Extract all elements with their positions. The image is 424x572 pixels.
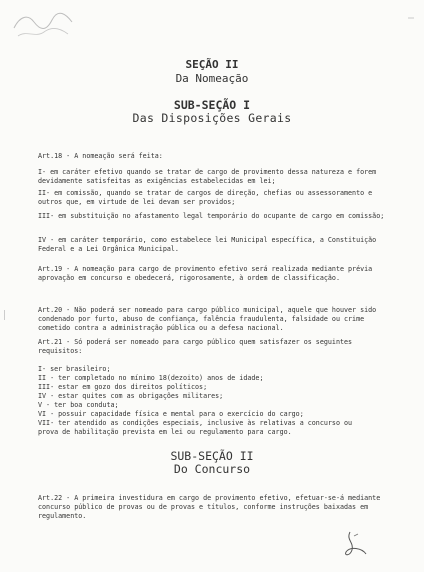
art21-item: V - ter boa conduta; <box>38 401 119 409</box>
handwritten-signature <box>340 528 374 562</box>
art18-item-ii: II- em comissão, quando se tratar de cargos de direção, chefias ou assessoramento e outros que, em virtude de lei devam ser providos; <box>38 189 377 206</box>
art20-paragraph: Art.20 - Não poderá ser nomeado para cargo público municipal, aquele que houver sido condenado por furto, abuso de confiança, falência fraudulenta, falsidade ou crime cometido contra a administração pública ou a defesa nacional. <box>38 306 381 332</box>
art22-paragraph: Art.22 - A primeira investidura em cargo de provimento efetivo, efetuar-se-á mediante concurso público de provas ou de provas e títulos, conforme instruções baixadas em regulamento. <box>38 494 385 520</box>
art18-item-iii: III- em substituição no afastamento legal temporário do ocupante de cargo em comissão; <box>38 212 385 220</box>
art21-item: III- estar em gozo dos direitos políticos; <box>38 383 208 391</box>
subsection-1-title: SUB-SEÇÃO I <box>173 98 251 112</box>
art21-item: prova de habilitação prevista em lei ou regulamento para cargo. <box>38 428 292 436</box>
subsection-2-title: SUB-SEÇÃO II <box>170 449 254 463</box>
art18-item-iv: IV - em caráter temporário, como estabelece lei Municipal específica, a Constituição Federal e a Lei Orgânica Municipal. <box>38 236 381 253</box>
art21-item: VI - possuir capacidade física e mental para o exercício do cargo; <box>38 410 304 418</box>
corner-tick-mark <box>406 14 416 22</box>
art21-item: VII- ter atendido as condições especiais, inclusive às relativas a concurso ou <box>38 419 353 427</box>
art21-item: II - ter completado no mínimo 18(dezoito) anos de idade; <box>38 374 264 382</box>
subsection-2-subtitle: Do Concurso <box>173 462 251 476</box>
art21-item: I- ser brasileiro; <box>38 365 111 373</box>
art21-heading: Art.21 - Só poderá ser nomeado para cargo público quem satisfazer os seguintes requisitos: <box>38 338 357 355</box>
art18-heading: Art.18 - A nomeação será feita: <box>38 152 163 160</box>
art21-item: IV - estar quites com as obrigações militares; <box>38 392 224 400</box>
art18-item-i: I- em caráter efetivo quando se tratar de cargo de provimento dessa natureza e forem devidamente satisfeitas as exigências estabelecidas em lei; <box>38 168 381 185</box>
section-subtitle: Da Nomeação <box>175 72 249 85</box>
margin-mark <box>4 310 9 320</box>
subsection-1-subtitle: Das Disposições Gerais <box>132 111 292 125</box>
art19-paragraph: Art.19 - A nomeação para cargo de provimento efetivo será realizada mediante prévia aprovação em concurso e obedecerá, rigorosamente, à ordem de classificação. <box>38 265 377 282</box>
section-title: SEÇÃO II <box>185 58 239 71</box>
handwritten-scribble-mark <box>10 8 80 44</box>
